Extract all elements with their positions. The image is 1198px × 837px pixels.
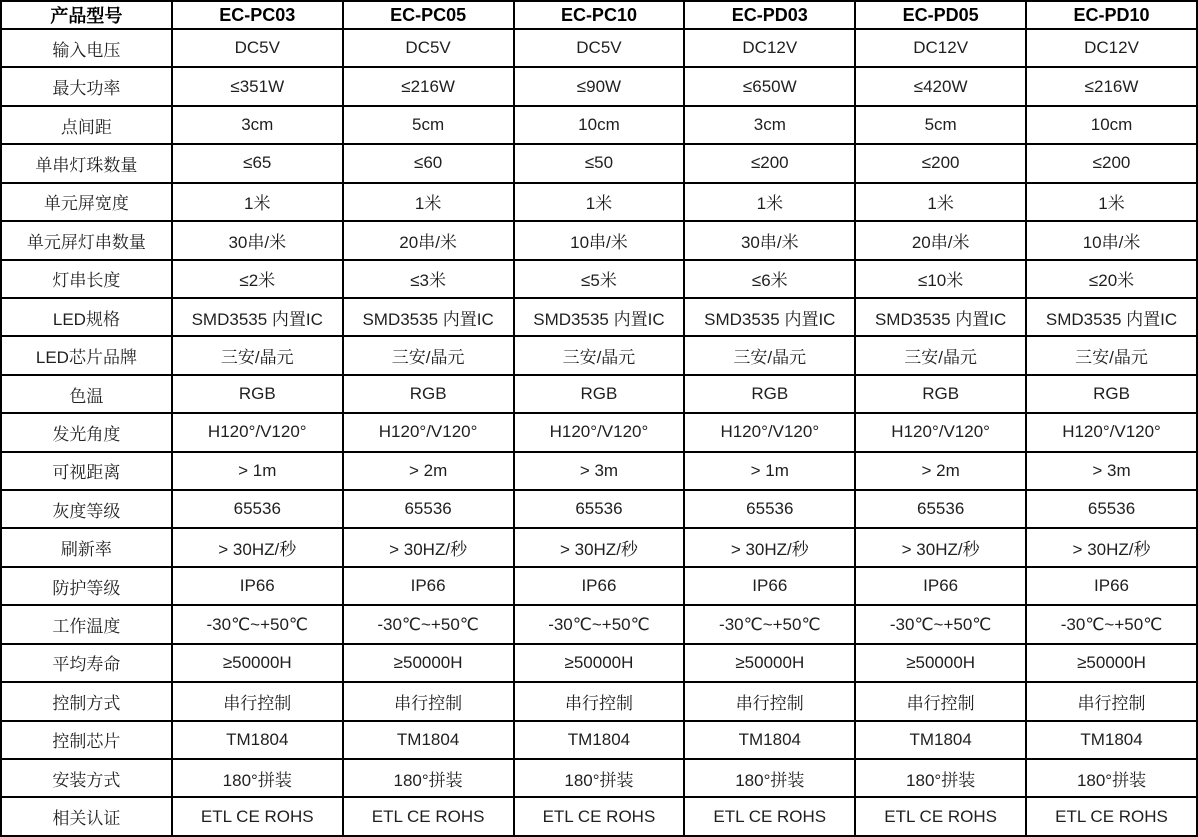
spec-value-cell: 20串/米	[855, 221, 1026, 259]
table-row	[1, 106, 1197, 144]
spec-value-cell: > 30HZ/秒	[855, 528, 1026, 566]
spec-value-cell: -30℃~+50℃	[684, 605, 855, 643]
model-header-cell: EC-PD05	[855, 1, 1026, 29]
row-label-cell: 防护等级	[1, 567, 172, 605]
spec-value-cell: > 3m	[514, 452, 685, 490]
spec-value-cell: H120°/V120°	[1026, 413, 1197, 451]
spec-value-cell: ≤216W	[1026, 67, 1197, 105]
row-label-cell: 灰度等级	[1, 490, 172, 528]
row-label-cell: 色温	[1, 375, 172, 413]
table-row	[1, 682, 1197, 720]
spec-value-cell: ETL CE ROHS	[343, 797, 514, 836]
spec-value-cell: > 30HZ/秒	[514, 528, 685, 566]
row-label-cell: 控制芯片	[1, 721, 172, 759]
spec-value-cell: ETL CE ROHS	[514, 797, 685, 836]
spec-value-cell: 180°拼装	[514, 759, 685, 797]
spec-value-cell: ≤5米	[514, 260, 685, 298]
spec-value-cell: H120°/V120°	[855, 413, 1026, 451]
spec-value-cell: ≤65	[172, 144, 343, 182]
row-label-cell: 控制方式	[1, 682, 172, 720]
model-header-cell: EC-PC03	[172, 1, 343, 29]
spec-value-cell: 三安/晶元	[684, 336, 855, 374]
spec-value-cell: > 1m	[684, 452, 855, 490]
spec-value-cell: > 30HZ/秒	[1026, 528, 1197, 566]
table-row	[1, 567, 1197, 605]
spec-value-cell: H120°/V120°	[684, 413, 855, 451]
spec-value-cell: > 2m	[855, 452, 1026, 490]
spec-value-cell: H120°/V120°	[172, 413, 343, 451]
spec-value-cell: ≤420W	[855, 67, 1026, 105]
spec-value-cell: DC5V	[172, 29, 343, 67]
spec-value-cell: 10cm	[514, 106, 685, 144]
spec-value-cell: ≤2米	[172, 260, 343, 298]
table-row	[1, 452, 1197, 490]
spec-value-cell: RGB	[343, 375, 514, 413]
spec-value-cell: 1米	[172, 183, 343, 221]
table-row	[1, 260, 1197, 298]
spec-value-cell: DC12V	[855, 29, 1026, 67]
spec-value-cell: 三安/晶元	[855, 336, 1026, 374]
spec-value-cell: SMD3535 内置IC	[514, 298, 685, 336]
spec-value-cell: 串行控制	[684, 682, 855, 720]
row-label-cell: 输入电压	[1, 29, 172, 67]
spec-value-cell: ≤6米	[684, 260, 855, 298]
spec-value-cell: 串行控制	[855, 682, 1026, 720]
spec-value-cell: 65536	[855, 490, 1026, 528]
row-label-cell: 单元屏灯串数量	[1, 221, 172, 259]
row-label-cell: 可视距离	[1, 452, 172, 490]
spec-value-cell: ≤10米	[855, 260, 1026, 298]
spec-value-cell: 1米	[514, 183, 685, 221]
table-row	[1, 144, 1197, 182]
spec-value-cell: 1米	[855, 183, 1026, 221]
row-label-cell: 发光角度	[1, 413, 172, 451]
spec-table-body	[1, 29, 1197, 836]
spec-value-cell: -30℃~+50℃	[514, 605, 685, 643]
spec-value-cell: ≤650W	[684, 67, 855, 105]
row-label-cell: 工作温度	[1, 605, 172, 643]
spec-value-cell: 串行控制	[1026, 682, 1197, 720]
spec-value-cell: 65536	[172, 490, 343, 528]
spec-value-cell: -30℃~+50℃	[172, 605, 343, 643]
spec-value-cell: 1米	[684, 183, 855, 221]
spec-value-cell: > 30HZ/秒	[172, 528, 343, 566]
spec-value-cell: ETL CE ROHS	[172, 797, 343, 836]
row-label-cell: 平均寿命	[1, 644, 172, 682]
spec-value-cell: IP66	[684, 567, 855, 605]
spec-value-cell: 180°拼装	[855, 759, 1026, 797]
spec-value-cell: 三安/晶元	[343, 336, 514, 374]
spec-value-cell: ≤200	[855, 144, 1026, 182]
spec-value-cell: ≥50000H	[172, 644, 343, 682]
spec-value-cell: ≥50000H	[855, 644, 1026, 682]
spec-value-cell: ≤216W	[343, 67, 514, 105]
spec-value-cell: RGB	[514, 375, 685, 413]
spec-value-cell: -30℃~+50℃	[855, 605, 1026, 643]
spec-value-cell: TM1804	[684, 721, 855, 759]
spec-value-cell: 180°拼装	[1026, 759, 1197, 797]
spec-value-cell: RGB	[172, 375, 343, 413]
table-row	[1, 375, 1197, 413]
table-row	[1, 605, 1197, 643]
table-row	[1, 413, 1197, 451]
table-row	[1, 298, 1197, 336]
spec-value-cell: > 30HZ/秒	[684, 528, 855, 566]
spec-value-cell: 10串/米	[514, 221, 685, 259]
spec-value-cell: ≤351W	[172, 67, 343, 105]
spec-value-cell: TM1804	[343, 721, 514, 759]
spec-value-cell: DC12V	[684, 29, 855, 67]
spec-value-cell: ≥50000H	[1026, 644, 1197, 682]
spec-value-cell: ≤60	[343, 144, 514, 182]
spec-value-cell: 5cm	[855, 106, 1026, 144]
row-label-cell: 刷新率	[1, 528, 172, 566]
spec-value-cell: IP66	[343, 567, 514, 605]
spec-value-cell: ≤200	[1026, 144, 1197, 182]
table-row	[1, 644, 1197, 682]
spec-value-cell: 3cm	[172, 106, 343, 144]
row-label-cell: LED芯片品牌	[1, 336, 172, 374]
spec-value-cell: SMD3535 内置IC	[684, 298, 855, 336]
spec-value-cell: ≤200	[684, 144, 855, 182]
corner-header-cell: 产品型号	[1, 1, 172, 29]
table-row	[1, 29, 1197, 67]
spec-value-cell: ≤3米	[343, 260, 514, 298]
spec-value-cell: RGB	[684, 375, 855, 413]
table-row	[1, 221, 1197, 259]
table-row	[1, 336, 1197, 374]
table-row	[1, 528, 1197, 566]
spec-value-cell: 10cm	[1026, 106, 1197, 144]
spec-value-cell: IP66	[172, 567, 343, 605]
spec-value-cell: -30℃~+50℃	[1026, 605, 1197, 643]
spec-value-cell: 1米	[1026, 183, 1197, 221]
spec-value-cell: > 3m	[1026, 452, 1197, 490]
spec-value-cell: ETL CE ROHS	[855, 797, 1026, 836]
spec-value-cell: 三安/晶元	[1026, 336, 1197, 374]
model-header-cell: EC-PD10	[1026, 1, 1197, 29]
spec-value-cell: 30串/米	[172, 221, 343, 259]
spec-value-cell: SMD3535 内置IC	[172, 298, 343, 336]
spec-value-cell: IP66	[1026, 567, 1197, 605]
spec-table-head	[1, 1, 1197, 29]
spec-value-cell: 65536	[514, 490, 685, 528]
spec-value-cell: 65536	[1026, 490, 1197, 528]
table-row	[1, 759, 1197, 797]
table-row	[1, 721, 1197, 759]
model-header-cell: EC-PD03	[684, 1, 855, 29]
spec-value-cell: 65536	[343, 490, 514, 528]
spec-value-cell: 30串/米	[684, 221, 855, 259]
spec-value-cell: RGB	[1026, 375, 1197, 413]
spec-value-cell: 串行控制	[343, 682, 514, 720]
spec-value-cell: SMD3535 内置IC	[855, 298, 1026, 336]
spec-value-cell: DC12V	[1026, 29, 1197, 67]
model-header-cell: EC-PC10	[514, 1, 685, 29]
table-row	[1, 183, 1197, 221]
spec-value-cell: > 2m	[343, 452, 514, 490]
spec-value-cell: IP66	[514, 567, 685, 605]
spec-value-cell: 5cm	[343, 106, 514, 144]
row-label-cell: 最大功率	[1, 67, 172, 105]
spec-value-cell: 180°拼装	[684, 759, 855, 797]
spec-value-cell: 1米	[343, 183, 514, 221]
spec-value-cell: RGB	[855, 375, 1026, 413]
spec-value-cell: ≥50000H	[514, 644, 685, 682]
spec-value-cell: TM1804	[514, 721, 685, 759]
spec-value-cell: DC5V	[514, 29, 685, 67]
spec-value-cell: 3cm	[684, 106, 855, 144]
model-header-row	[1, 1, 1197, 29]
row-label-cell: 单串灯珠数量	[1, 144, 172, 182]
row-label-cell: LED规格	[1, 298, 172, 336]
spec-value-cell: 20串/米	[343, 221, 514, 259]
spec-value-cell: -30℃~+50℃	[343, 605, 514, 643]
spec-value-cell: SMD3535 内置IC	[343, 298, 514, 336]
row-label-cell: 相关认证	[1, 797, 172, 836]
spec-value-cell: ≥50000H	[343, 644, 514, 682]
spec-value-cell: 串行控制	[172, 682, 343, 720]
spec-value-cell: TM1804	[855, 721, 1026, 759]
spec-value-cell: 65536	[684, 490, 855, 528]
spec-value-cell: 三安/晶元	[514, 336, 685, 374]
spec-value-cell: SMD3535 内置IC	[1026, 298, 1197, 336]
spec-value-cell: 三安/晶元	[172, 336, 343, 374]
spec-value-cell: TM1804	[172, 721, 343, 759]
spec-value-cell: 10串/米	[1026, 221, 1197, 259]
spec-value-cell: ETL CE ROHS	[1026, 797, 1197, 836]
spec-value-cell: ≥50000H	[684, 644, 855, 682]
row-label-cell: 安装方式	[1, 759, 172, 797]
spec-value-cell: TM1804	[1026, 721, 1197, 759]
spec-value-cell: 串行控制	[514, 682, 685, 720]
spec-value-cell: > 1m	[172, 452, 343, 490]
model-header-cell: EC-PC05	[343, 1, 514, 29]
spec-value-cell: > 30HZ/秒	[343, 528, 514, 566]
table-row	[1, 67, 1197, 105]
spec-value-cell: DC5V	[343, 29, 514, 67]
spec-value-cell: ≤90W	[514, 67, 685, 105]
table-row	[1, 797, 1197, 836]
spec-value-cell: H120°/V120°	[343, 413, 514, 451]
spec-value-cell: ≤20米	[1026, 260, 1197, 298]
spec-value-cell: IP66	[855, 567, 1026, 605]
row-label-cell: 灯串长度	[1, 260, 172, 298]
spec-value-cell: ≤50	[514, 144, 685, 182]
spec-value-cell: H120°/V120°	[514, 413, 685, 451]
table-row	[1, 490, 1197, 528]
row-label-cell: 单元屏宽度	[1, 183, 172, 221]
spec-value-cell: 180°拼装	[172, 759, 343, 797]
row-label-cell: 点间距	[1, 106, 172, 144]
spec-value-cell: 180°拼装	[343, 759, 514, 797]
spec-value-cell: ETL CE ROHS	[684, 797, 855, 836]
